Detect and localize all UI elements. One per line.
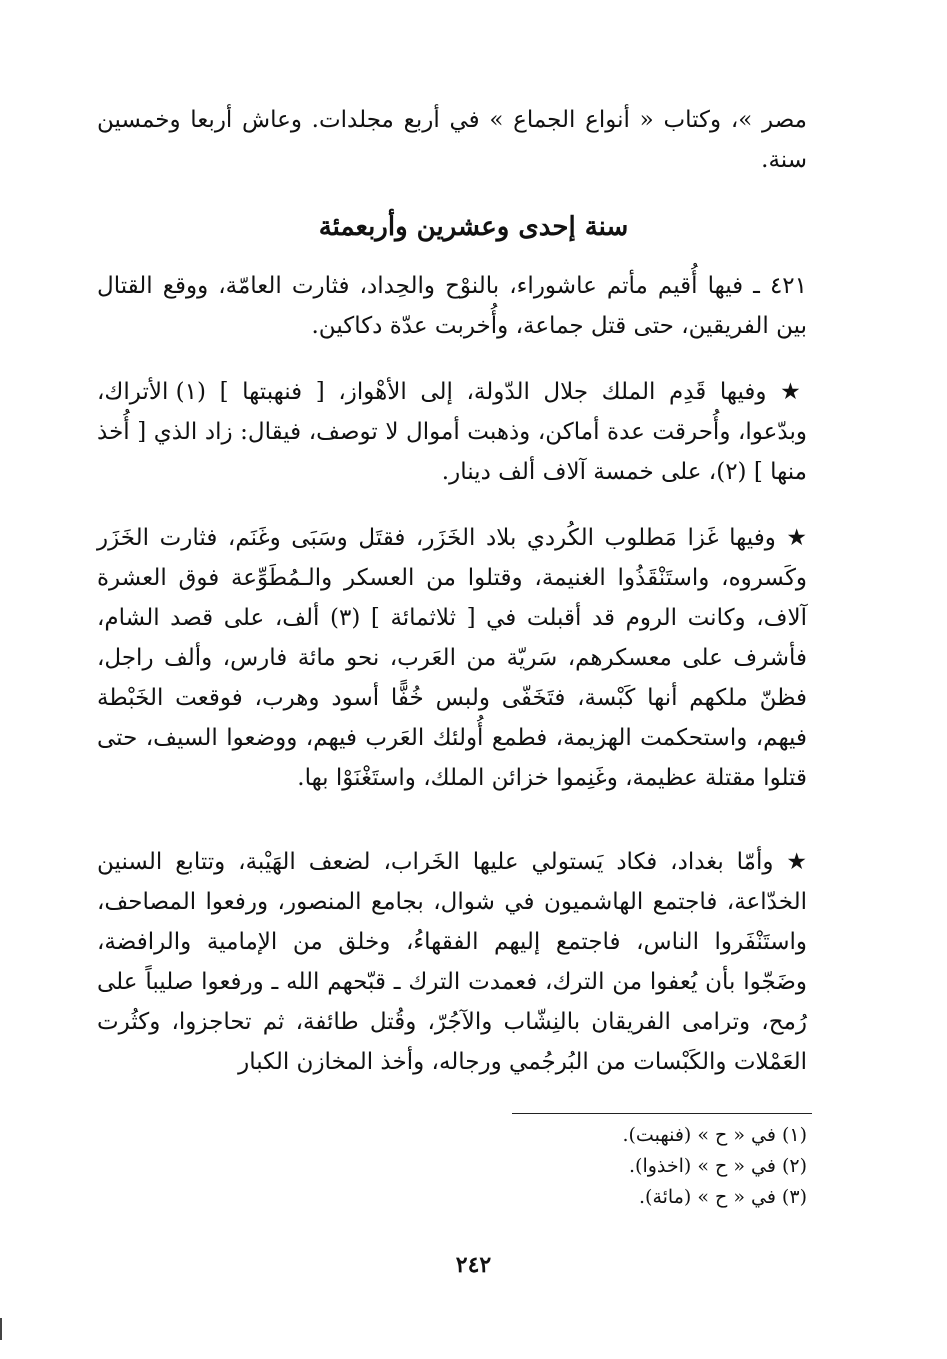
scan-edge-mark [0, 1318, 2, 1340]
intro-paragraph: مصر »، وكتاب « أنواع الجماع » في أربع مجلدات. وعاش أربعا وخمسين سنة. [97, 107, 807, 173]
paragraph-khazar: ★ وفيها غَزا مَطلوب الكُردي بلاد الخَزَر، فقتَل وسَبَى وغَنَم، فثارت الخَزَر وكَسروه، واستَنْقَذُوا الغنيمة، وقتلوا من العسكر والـمُطَوِّعة فوق العشرة آلاف، وكانت الروم قد أقبلت في [ ثلاثمائة ] (٣) ألف، على قصد الشام، فأشرف على معسكرهم، سَريّة من العَرب، نحو مائة فارس، وألف راجل، فظنّ ملكهم أنها كَبْسة، فتَخَفّى ولبس خُفًّا أسود وهرب، فوقعت الخَبْطة فيهم، واستحكمت الهزيمة، فطمع أُولئك العَرب فيهم، ووضعوا السيف، حتى قتلوا مقتلة عظيمة، وغَنِموا خزائن الملك، واستَغْنَوْا بها. [97, 525, 807, 791]
footnote-1: (١) في « ح » (فنهبت). [622, 1124, 807, 1146]
paragraph-421: ٤٢١ ـ فيها أُقيم مأتم عاشوراء، بالنوْح والحِداد، فثارت العامّة، ووقع القتال بين الفريقين، حتى قتل جماعة، وأُخربت عدّة دكاكين. [97, 273, 807, 339]
paragraph-baghdad: ★ وأمّا بغداد، فكاد يَستولي عليها الخَراب، لضعف الهَيْبة، وتتابع السنين الخدّاعة، فاجتمع الهاشميون في شوال، بجامع المنصور، ورفعوا المصاحف، واستَنْفَروا الناس، فاجتمع إليهم الفقهاءُ، وخلق من الإمامية والرافضة، وضَجّوا بأن يُعفوا من الترك، فعمدت الترك ـ قبّحهم الله ـ ورفعوا صليباً على رُمح، وترامى الفريقان بالنِشّاب والآجُرّ، وقُتل طائفة، ثم تحاجزوا، وكثُرت العَمْلات والكَبْسات من البُرجُمي ورجاله، وأخذ المخازن الكبار [97, 849, 807, 1075]
footnote-2: (٢) في « ح » (اخذوا). [629, 1155, 807, 1177]
footnote-3: (٣) في « ح » (مائة). [639, 1186, 807, 1208]
page-number: ٢٤٢ [455, 1252, 492, 1278]
footnote-divider [512, 1113, 812, 1114]
paragraph-ahwaz: ★ وفيها قَدِم الملك جلال الدّولة، إلى الأهْواز، [ فنهبتها ] (١) الأتراك، وبدّعوا، وأُحرقت عدة أماكن، وذهبت أموال لا توصف، فيقال: زاد الذي [ أُخذ منها ] (٢)، على خمسة آلاف ألف دينار. [97, 379, 807, 485]
footnotes [407, 1120, 807, 1213]
section-heading: سنة إحدى وعشرين وأربعمئة [318, 212, 629, 242]
